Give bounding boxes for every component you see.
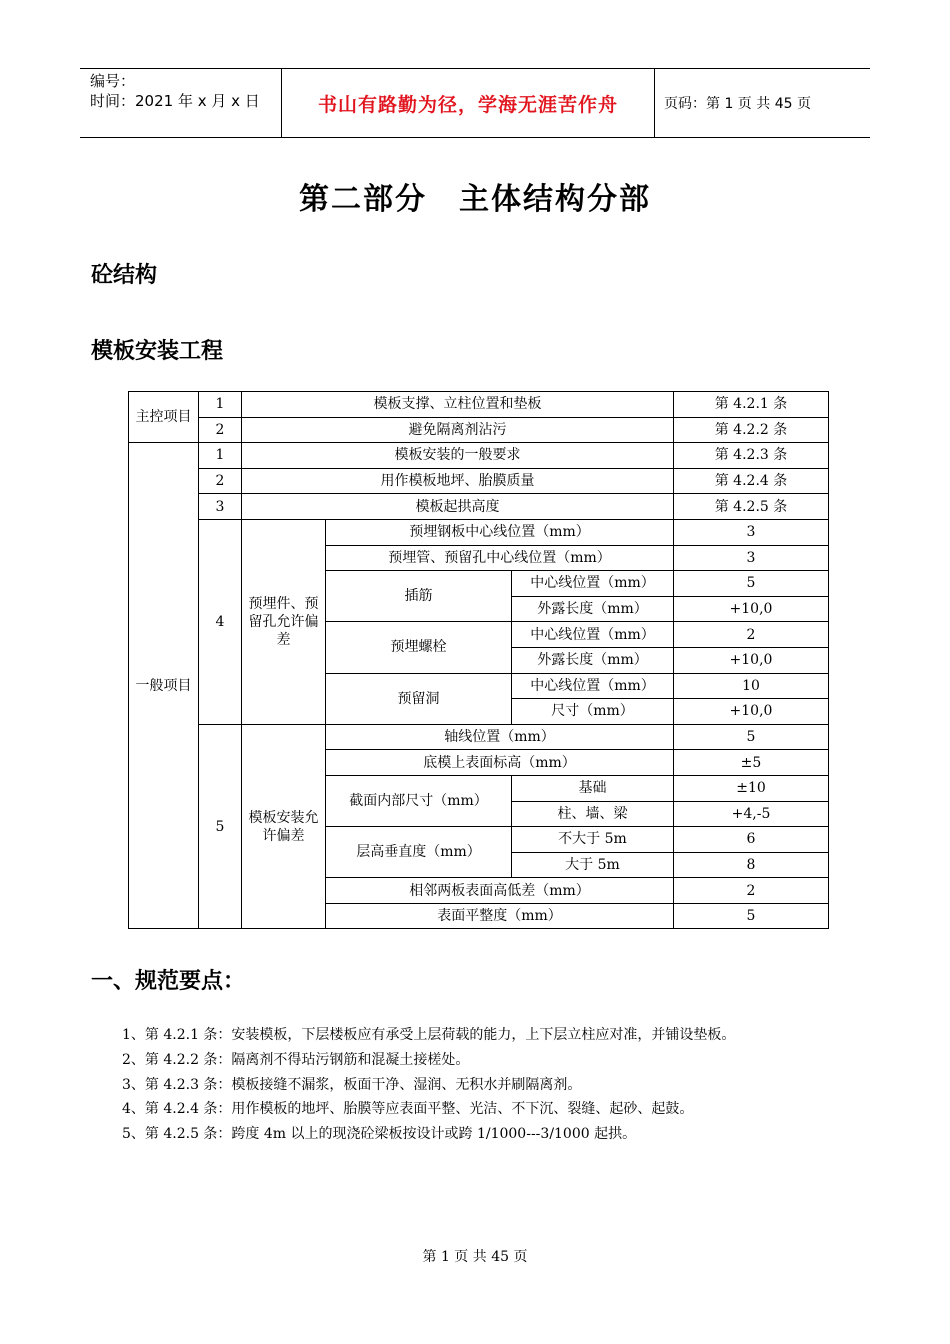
- row-value: 6: [674, 827, 829, 853]
- table-row: [129, 724, 829, 750]
- page-title: 第二部分 主体结构分部: [299, 182, 651, 217]
- row-item: 尺寸（mm）: [512, 699, 674, 725]
- motto-cell: [281, 69, 655, 137]
- row-value: 3: [674, 519, 829, 545]
- table-row: [129, 519, 829, 545]
- table-row: [129, 392, 829, 418]
- main-control-label: 主控项目: [129, 392, 199, 443]
- row-item: 避免隔离剂沾污: [242, 417, 674, 443]
- embedded-tolerance-label: 预埋件、预留孔允许偏差: [242, 519, 326, 724]
- row-item: 不大于 5m: [512, 827, 674, 853]
- row-reference: 第 4.2.1 条: [674, 392, 829, 418]
- row-value: 5: [674, 724, 829, 750]
- row-number: 5: [199, 724, 242, 929]
- row-item: 中心线位置（mm）: [512, 571, 674, 597]
- row-value: +10,0: [674, 596, 829, 622]
- row-reference: 第 4.2.3 条: [674, 443, 829, 469]
- list-item: 5、第 4.2.5 条：跨度 4m 以上的现浇砼梁板按设计或跨 1/1000---3/1000 起拱。: [122, 1126, 637, 1143]
- general-item-label: 一般项目: [129, 443, 199, 929]
- row-item: 基础: [512, 775, 674, 801]
- vertical-label: 层高垂直度（mm）: [326, 827, 512, 878]
- list-item: 1、第 4.2.1 条：安装模板，下层楼板应有承受上层荷载的能力，上下层立柱应对准，并铺设垫板。: [122, 1027, 736, 1043]
- row-value: +4,-5: [674, 801, 829, 827]
- page-footer: 第 1 页 共 45 页: [422, 1249, 528, 1265]
- row-item: 预埋钢板中心线位置（mm）: [326, 519, 674, 545]
- row-item: 预埋管、预留孔中心线位置（mm）: [326, 545, 674, 571]
- list-item: 2、第 4.2.2 条：隔离剂不得玷污钢筋和混凝土接槎处。: [122, 1051, 470, 1068]
- row-item: 模板支撑、立柱位置和垫板: [242, 392, 674, 418]
- table-row: [129, 417, 829, 443]
- table-row: [129, 494, 829, 520]
- section-heading-formwork: 模板安装工程: [91, 339, 224, 364]
- row-value: +10,0: [674, 699, 829, 725]
- row-number: 3: [199, 494, 242, 520]
- row-reference: 第 4.2.2 条: [674, 417, 829, 443]
- row-item: 轴线位置（mm）: [326, 724, 674, 750]
- row-number: 1: [199, 443, 242, 469]
- row-item: 大于 5m: [512, 852, 674, 878]
- row-item: 用作模板地坪、胎膜质量: [242, 468, 674, 494]
- row-item: 模板起拱高度: [242, 494, 674, 520]
- section-size-label: 截面内部尺寸（mm）: [326, 775, 512, 826]
- row-value: 8: [674, 852, 829, 878]
- row-value: +10,0: [674, 647, 829, 673]
- row-item: 底模上表面标高（mm）: [326, 750, 674, 776]
- row-number: 2: [199, 417, 242, 443]
- row-value: 2: [674, 878, 829, 904]
- row-value: 3: [674, 545, 829, 571]
- row-item: 外露长度（mm）: [512, 596, 674, 622]
- row-value: 2: [674, 622, 829, 648]
- table-row: [129, 468, 829, 494]
- row-item: 模板安装的一般要求: [242, 443, 674, 469]
- row-number: 2: [199, 468, 242, 494]
- row-item: 表面平整度（mm）: [326, 903, 674, 929]
- formwork-tolerance-label: 模板安装允许偏差: [242, 724, 326, 929]
- embedded-bolt-label: 预埋螺栓: [326, 622, 512, 673]
- header-meta: [90, 71, 260, 111]
- row-value: 5: [674, 903, 829, 929]
- row-value: ±5: [674, 750, 829, 776]
- list-item: 4、第 4.2.4 条：用作模板的地坪、胎膜等应表面平整、光洁、不下沉、裂缝、起砂、起鼓。: [122, 1101, 694, 1118]
- time-label: 时间：2021 年 x 月 x 日: [90, 92, 260, 110]
- section-heading-key-points: 一、规范要点：: [91, 969, 246, 994]
- row-value: 5: [674, 571, 829, 597]
- insert-bar-label: 插筋: [326, 571, 512, 622]
- inspection-table: [128, 391, 829, 929]
- row-item: 中心线位置（mm）: [512, 622, 674, 648]
- row-item: 中心线位置（mm）: [512, 673, 674, 699]
- row-value: 10: [674, 673, 829, 699]
- row-number: 4: [199, 519, 242, 724]
- row-reference: 第 4.2.5 条: [674, 494, 829, 520]
- row-number: 1: [199, 392, 242, 418]
- list-item: 3、第 4.2.3 条：模板接缝不漏浆，板面干净、湿润、无积水并刷隔离剂。: [122, 1076, 582, 1093]
- row-item: 柱、墙、梁: [512, 801, 674, 827]
- table-row: [129, 443, 829, 469]
- row-item: 相邻两板表面高低差（mm）: [326, 878, 674, 904]
- row-item: 外露长度（mm）: [512, 647, 674, 673]
- row-value: ±10: [674, 775, 829, 801]
- code-label: 编号：: [90, 72, 136, 90]
- reserved-hole-label: 预留洞: [326, 673, 512, 724]
- key-points-list: [122, 1023, 735, 1147]
- page-header: [80, 68, 870, 138]
- section-heading-concrete: 砼结构: [91, 263, 158, 288]
- motto-text: 书山有路勤为径，学海无涯苦作舟: [317, 93, 618, 116]
- page-info: 页码：第 1 页 共 45 页: [664, 96, 811, 112]
- row-reference: 第 4.2.4 条: [674, 468, 829, 494]
